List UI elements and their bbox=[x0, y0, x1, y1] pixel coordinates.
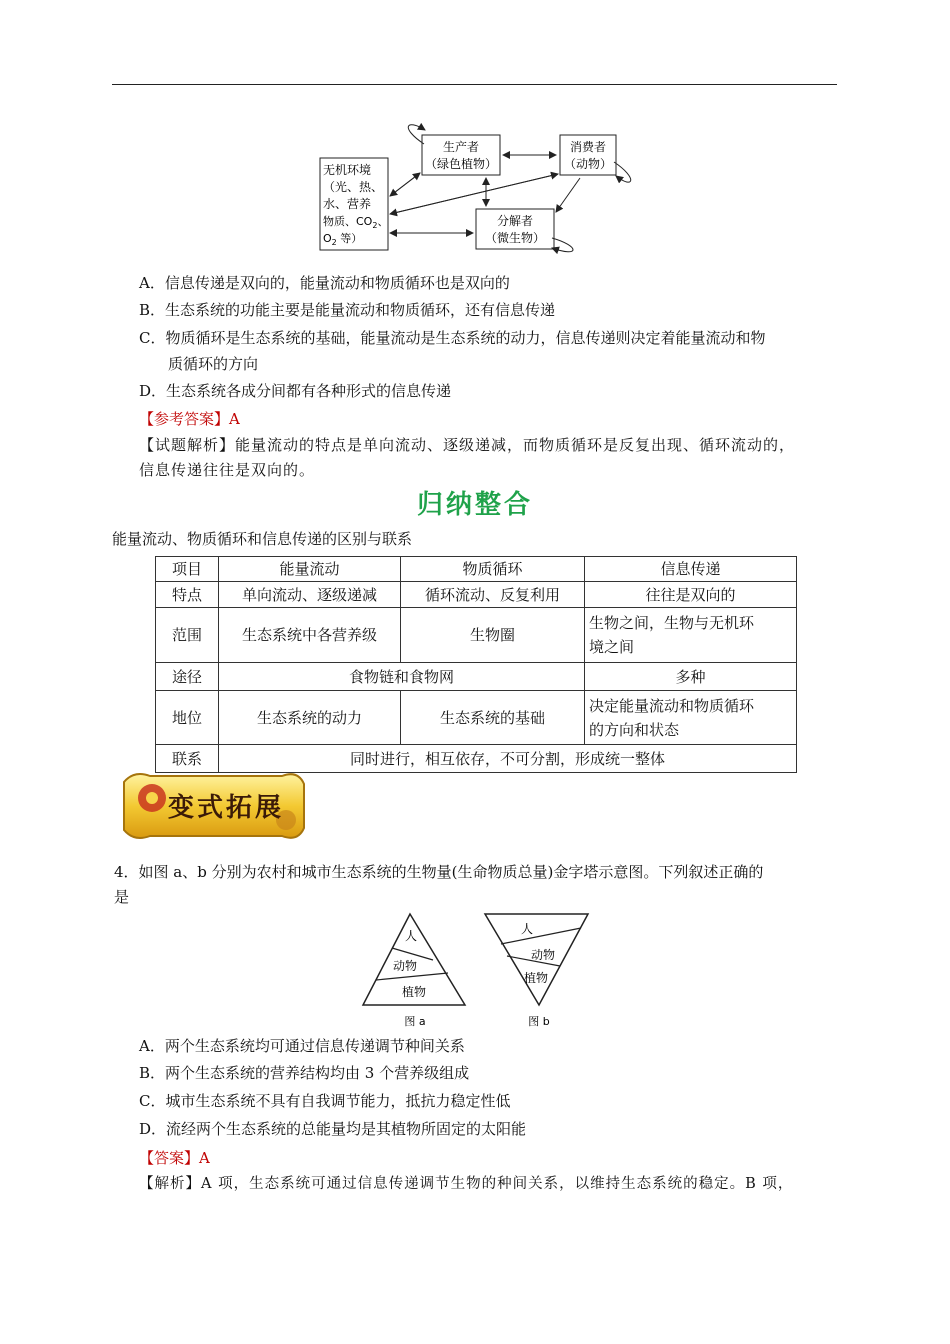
table-row bbox=[156, 582, 797, 608]
table-cell: 决定能量流动和物质循环 的方向和状态 bbox=[585, 691, 797, 745]
inorganic-line4: 物质、$CO_2$、 bbox=[323, 215, 389, 230]
table-cell: 联系 bbox=[156, 745, 219, 773]
table-row bbox=[156, 608, 797, 663]
table-cell: 途径 bbox=[156, 663, 219, 691]
q3-option-c: C．物质循环是生态系统的基础，能量流动是生态系统的动力，信息传递则决定着能量流动和物 bbox=[139, 329, 766, 347]
producer-sub: （绿色植物） bbox=[424, 157, 498, 171]
decomposer-sub: （微生物） bbox=[484, 231, 546, 245]
q3-answer: 【参考答案】A bbox=[139, 410, 240, 428]
consumer-label: 消费者 bbox=[569, 140, 607, 154]
variant-banner bbox=[114, 768, 310, 844]
q4-option-d: D．流经两个生态系统的总能量均是其植物所固定的太阳能 bbox=[139, 1120, 527, 1138]
decomposer-label: 分解者 bbox=[496, 214, 534, 228]
table-row bbox=[156, 557, 797, 582]
q4-stem-2: 是 bbox=[114, 888, 130, 906]
inorganic-line3: 水、营养 bbox=[323, 197, 372, 211]
table-cell: 生态系统的动力 bbox=[219, 691, 401, 745]
header-rule bbox=[112, 84, 837, 85]
pyramid-a-mid: 动物 bbox=[392, 959, 418, 973]
table-cell: 生物圈 bbox=[401, 608, 585, 663]
table-cell: 信息传递 bbox=[585, 557, 797, 582]
table-cell: 食物链和食物网 bbox=[219, 663, 585, 691]
table-cell: 生物之间，生物与无机环 境之间 bbox=[585, 608, 797, 663]
producer-label: 生产者 bbox=[442, 140, 480, 154]
q3-explanation-2: 信息传递往往是双向的。 bbox=[139, 461, 316, 479]
pyramid-a-bottom: 植物 bbox=[401, 985, 427, 999]
table-cell: 项目 bbox=[156, 557, 219, 582]
pyramid-figures bbox=[355, 908, 595, 1034]
table-cell: 生态系统中各营养级 bbox=[219, 608, 401, 663]
q4-option-b: B．两个生态系统的营养结构均由 3 个营养级组成 bbox=[139, 1064, 470, 1082]
inorganic-line5: $O_2$ 等） bbox=[323, 232, 363, 247]
comparison-table bbox=[155, 556, 797, 773]
table-cell: 单向流动、逐级递减 bbox=[219, 582, 401, 608]
q4-explanation: 【解析】A 项，生态系统可通过信息传递调节生物的种间关系，以维持生态系统的稳定。B 项， bbox=[139, 1176, 794, 1192]
q4-option-c: C．城市生态系统不具有自我调节能力，抵抗力稳定性低 bbox=[139, 1092, 511, 1110]
banner-title: 变式拓展 bbox=[167, 793, 285, 823]
caption-a: 图 a bbox=[404, 1015, 426, 1028]
table-cell: 能量流动 bbox=[219, 557, 401, 582]
q4-option-a: A．两个生态系统均可通过信息传递调节种间关系 bbox=[139, 1037, 465, 1055]
q3-option-a: A．信息传递是双向的，能量流动和物质循环也是双向的 bbox=[139, 274, 510, 292]
table-cell: 往往是双向的 bbox=[585, 582, 797, 608]
pyramid-b-mid: 动物 bbox=[530, 948, 556, 962]
pyramid-b-bottom: 植物 bbox=[523, 971, 549, 985]
table-cell: 范围 bbox=[156, 608, 219, 663]
caption-b: 图 b bbox=[528, 1015, 550, 1028]
q3-explanation-1: 【试题解析】能量流动的特点是单向流动、逐级递减，而物质循环是反复出现、循环流动的， bbox=[139, 436, 796, 454]
table-cell: 物质循环 bbox=[401, 557, 585, 582]
inorganic-line2: （光、热、 bbox=[323, 180, 384, 194]
table-cell: 生态系统的基础 bbox=[401, 691, 585, 745]
pyramid-a-top: 人 bbox=[404, 929, 418, 943]
table-intro: 能量流动、物质循环和信息传递的区别与联系 bbox=[112, 530, 413, 548]
inorganic-label: 无机环境 bbox=[323, 163, 372, 177]
q4-stem-1: 4．如图 a、b 分别为农村和城市生态系统的生物量(生命物质总量)金字塔示意图。下列叙述正确的 bbox=[114, 863, 764, 881]
table-row bbox=[156, 691, 797, 745]
table-cell: 特点 bbox=[156, 582, 219, 608]
q3-option-c-cont: 质循环的方向 bbox=[168, 355, 259, 373]
ecosystem-diagram bbox=[300, 118, 645, 258]
table-cell: 地位 bbox=[156, 691, 219, 745]
table-cell: 循环流动、反复利用 bbox=[401, 582, 585, 608]
q4-answer: 【答案】A bbox=[139, 1149, 210, 1167]
q3-option-d: D．生态系统各成分间都有各种形式的信息传递 bbox=[139, 382, 452, 400]
table-cell: 多种 bbox=[585, 663, 797, 691]
pyramid-b-top: 人 bbox=[520, 922, 534, 936]
table-cell: 同时进行，相互依存，不可分割，形成统一整体 bbox=[219, 745, 797, 773]
q3-option-b: B．生态系统的功能主要是能量流动和物质循环，还有信息传递 bbox=[139, 301, 556, 319]
section-heading: 归纳整合 bbox=[416, 490, 533, 520]
table-row bbox=[156, 663, 797, 691]
consumer-sub: （动物） bbox=[563, 157, 613, 171]
